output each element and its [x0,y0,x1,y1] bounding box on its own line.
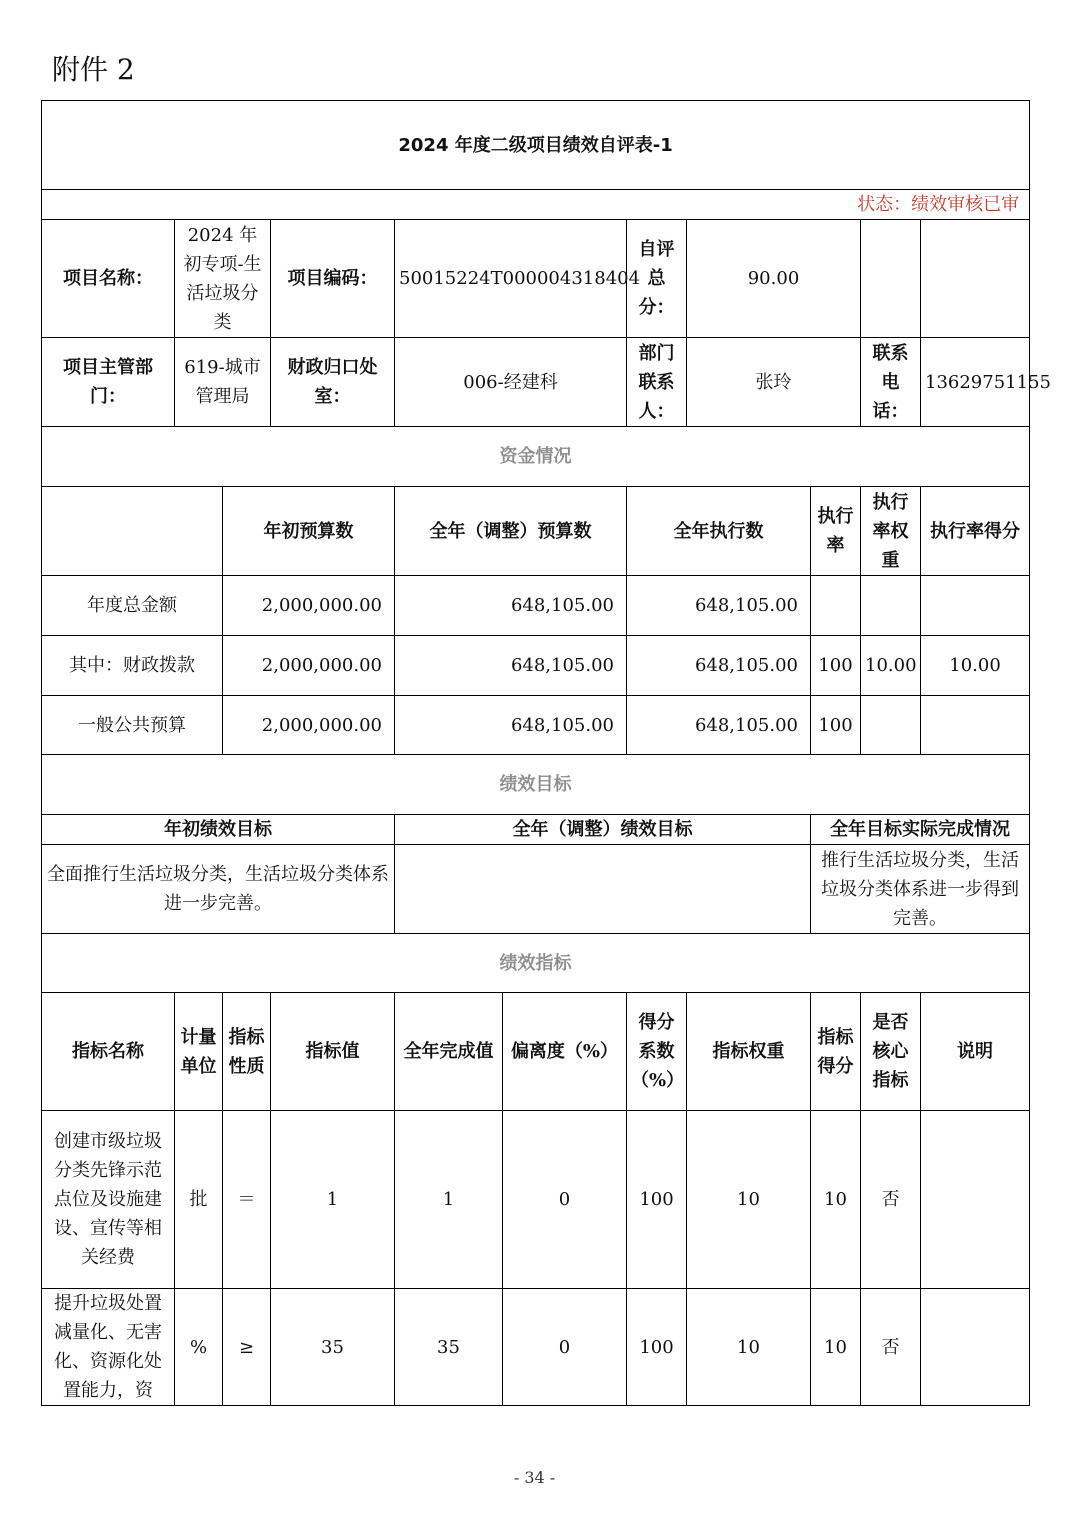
indicator-deviation: 0 [503,1111,627,1289]
funds-header-initial: 年初预算数 [223,487,395,576]
funds-adjusted: 648,105.00 [395,636,627,696]
funds-score: 10.00 [921,636,1030,696]
department-label: 项目主管部门： [42,338,175,427]
ind-header-value: 指标值 [271,993,395,1111]
goal-initial-text: 全面推行生活垃圾分类，生活垃圾分类体系进一步完善。 [42,845,395,934]
funds-rate [811,576,861,636]
goals-header-actual: 全年目标实际完成情况 [811,815,1030,845]
status-text: 状态：绩效审核已审 [42,190,1030,220]
funds-header-rate: 执行率 [811,487,861,576]
empty-cell [861,220,921,338]
funds-rate: 100 [811,636,861,696]
indicator-score: 10 [811,1289,861,1406]
funds-weight [861,696,921,755]
self-score-value: 90.00 [687,220,861,338]
funds-header-blank [42,487,223,576]
funds-row [42,696,1030,755]
funds-row-label: 一般公共预算 [42,696,223,755]
indicator-name: 创建市级垃圾分类先锋示范点位及设施建设、宣传等相关经费 [42,1111,175,1289]
indicator-name: 提升垃圾处置减量化、无害化、资源化处置能力，资 [42,1289,175,1406]
goals-section-title: 绩效目标 [42,755,1030,815]
ind-header-note: 说明 [921,993,1030,1111]
funds-weight: 10.00 [861,636,921,696]
finance-office-value: 006-经建科 [395,338,627,427]
finance-office-label: 财政归口处室： [271,338,395,427]
ind-header-weight: 指标权重 [687,993,811,1111]
funds-initial: 2,000,000.00 [223,576,395,636]
funds-adjusted: 648,105.00 [395,576,627,636]
indicator-note [921,1289,1030,1406]
funds-row [42,576,1030,636]
project-code-value: 50015224T000004318404 [395,220,627,338]
ind-header-unit: 计量单位 [175,993,223,1111]
indicator-core: 否 [861,1289,921,1406]
project-name-value: 2024 年初专项-生活垃圾分类 [175,220,271,338]
phone-value: 13629751155 [921,338,1030,427]
funds-executed: 648,105.00 [627,636,811,696]
project-code-label: 项目编码： [271,220,395,338]
funds-initial: 2,000,000.00 [223,696,395,755]
funds-header-score: 执行率得分 [921,487,1030,576]
contact-person-label: 部门联系人： [627,338,687,427]
funds-initial: 2,000,000.00 [223,636,395,696]
funds-row-label: 其中：财政拨款 [42,636,223,696]
indicator-value: 35 [271,1289,395,1406]
funds-score [921,576,1030,636]
indicator-unit: % [175,1289,223,1406]
indicator-score: 10 [811,1111,861,1289]
indicator-done: 35 [395,1289,503,1406]
indicator-nature: ≥ [223,1289,271,1406]
indicator-weight: 10 [687,1289,811,1406]
indicator-value: 1 [271,1111,395,1289]
funds-adjusted: 648,105.00 [395,696,627,755]
funds-weight [861,576,921,636]
indicator-weight: 10 [687,1111,811,1289]
indicator-row [42,1111,1030,1289]
indicator-deviation: 0 [503,1289,627,1406]
contact-person-value: 张玲 [687,338,861,427]
funds-score [921,696,1030,755]
indicator-note [921,1111,1030,1289]
indicator-unit: 批 [175,1111,223,1289]
ind-header-core: 是否核心指标 [861,993,921,1111]
goals-header-adjusted: 全年（调整）绩效目标 [395,815,811,845]
indicator-nature: ＝ [223,1111,271,1289]
funds-rate: 100 [811,696,861,755]
indicator-done: 1 [395,1111,503,1289]
project-name-label: 项目名称： [42,220,175,338]
ind-header-score: 指标得分 [811,993,861,1111]
ind-header-nature: 指标性质 [223,993,271,1111]
self-score-label: 自评总分： [627,220,687,338]
indicator-coef: 100 [627,1289,687,1406]
funds-row [42,636,1030,696]
ind-header-deviation: 偏离度（%） [503,993,627,1111]
page-title: 2024 年度二级项目绩效自评表-1 [42,101,1030,190]
department-value: 619-城市管理局 [175,338,271,427]
indicator-row [42,1289,1030,1406]
funds-header-executed: 全年执行数 [627,487,811,576]
funds-executed: 648,105.00 [627,576,811,636]
ind-header-done: 全年完成值 [395,993,503,1111]
phone-label: 联系电话： [861,338,921,427]
ind-header-name: 指标名称 [42,993,175,1111]
indicators-section-title: 绩效指标 [42,934,1030,993]
indicator-coef: 100 [627,1111,687,1289]
funds-section-title: 资金情况 [42,427,1030,487]
goal-actual-text: 推行生活垃圾分类，生活垃圾分类体系进一步得到完善。 [811,845,1030,934]
empty-cell [921,220,1030,338]
performance-self-evaluation-table [41,100,1051,1406]
indicator-core: 否 [861,1111,921,1289]
ind-header-coef: 得分系数（%） [627,993,687,1111]
page-number: - 34 - [513,1468,556,1487]
funds-header-weight: 执行率权重 [861,487,921,576]
goal-adjusted-text [395,845,811,934]
goals-header-initial: 年初绩效目标 [42,815,395,845]
attachment-label: 附件 2 [52,53,135,86]
funds-row-label: 年度总金额 [42,576,223,636]
funds-executed: 648,105.00 [627,696,811,755]
funds-header-adjusted: 全年（调整）预算数 [395,487,627,576]
